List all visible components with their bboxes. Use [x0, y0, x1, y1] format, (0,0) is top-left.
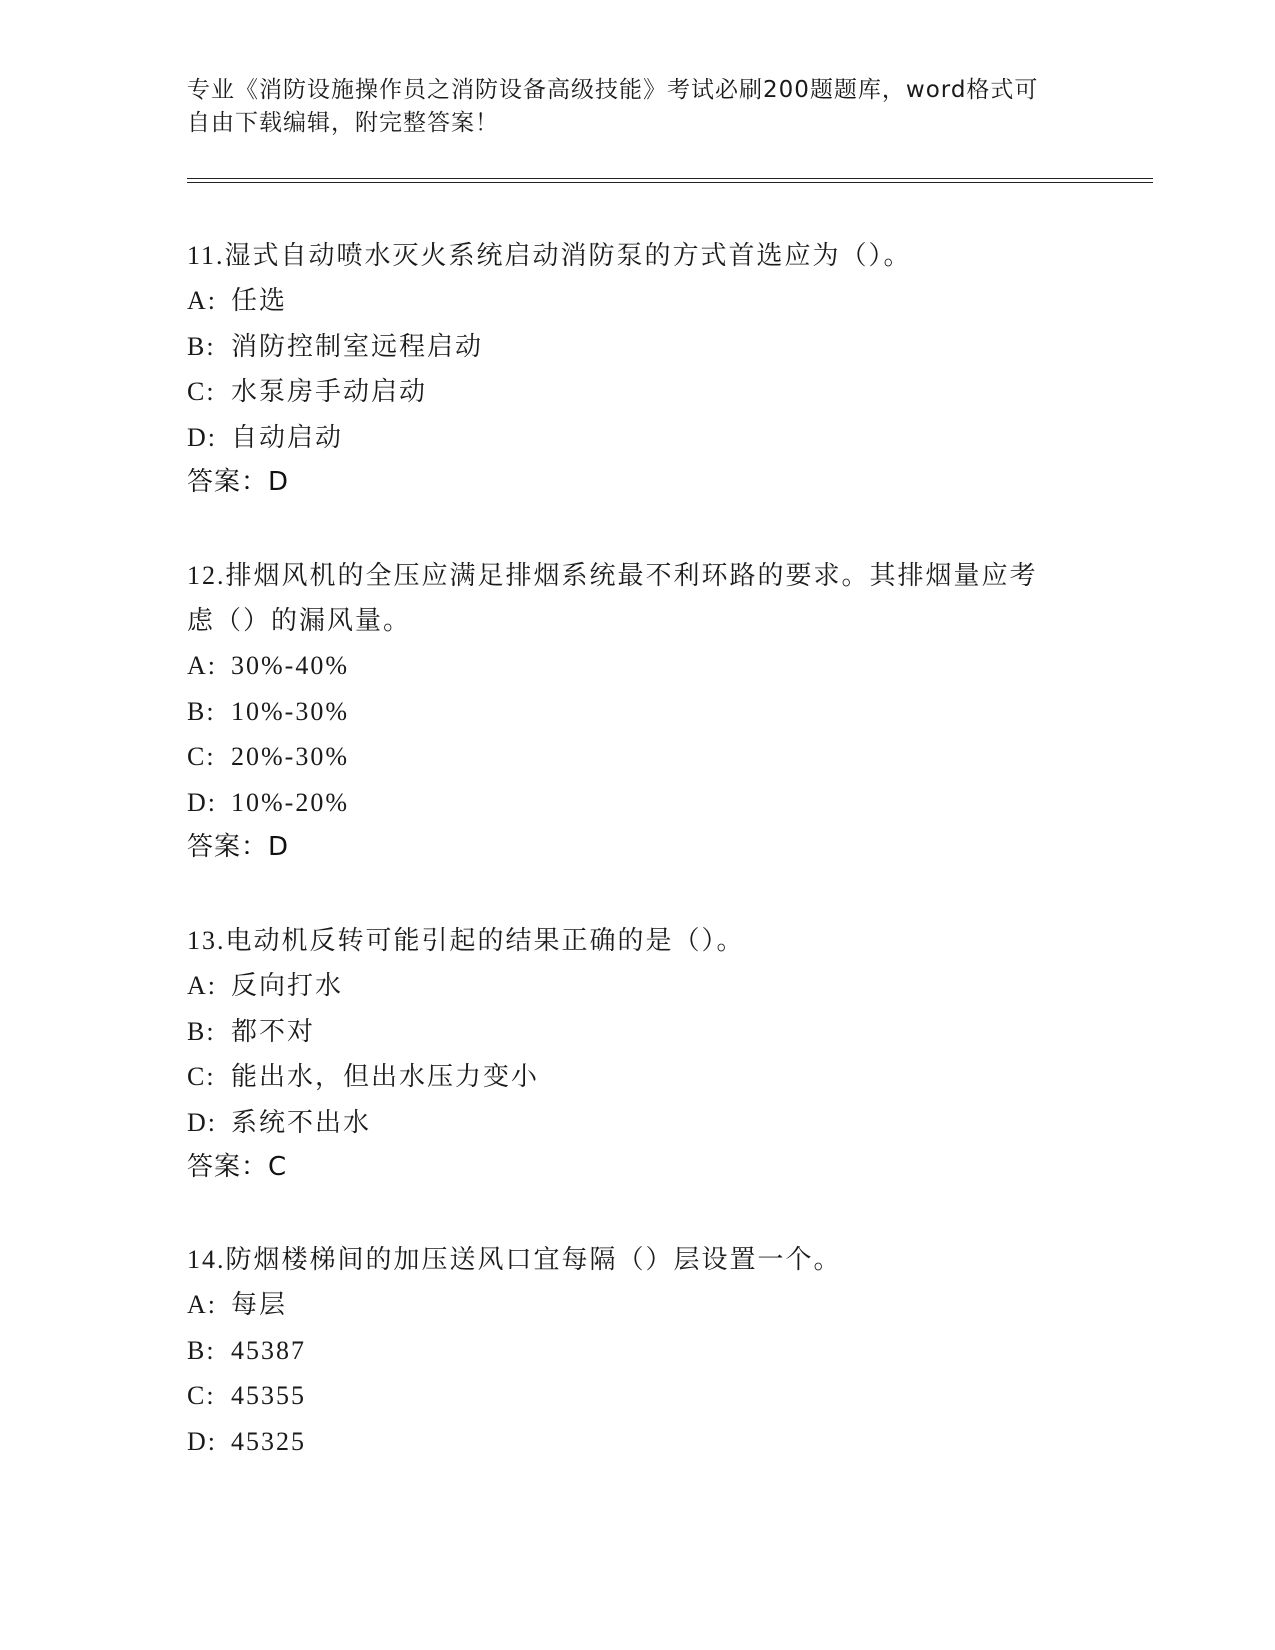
option-d: [187, 415, 1087, 461]
option-a: [187, 278, 1087, 324]
answer-line: 答案：C: [187, 1152, 288, 1182]
option-text: 反向打水: [231, 971, 344, 1000]
option-letter: B:: [187, 1016, 216, 1046]
option-text: 任选: [231, 286, 288, 315]
option-text: 45325: [231, 1426, 306, 1456]
option-letter: B:: [187, 696, 216, 726]
option-text: 能出水，但出水压力变小: [231, 1062, 540, 1091]
option-a: [187, 963, 1087, 1009]
header-line-1: 专业《消防设施操作员之消防设备高级技能》考试必刷200题题库，word格式可: [187, 77, 1039, 103]
option-letter: D:: [187, 787, 217, 817]
question-text: 12.排烟风机的全压应满足排烟系统最不利环路的要求。其排烟量应考虑（）的漏风量。: [187, 561, 1038, 635]
option-b: [187, 1328, 1087, 1374]
option-b: [187, 689, 1087, 735]
option-text: 都不对: [231, 1016, 316, 1046]
option-d: [187, 1100, 1087, 1146]
option-text: 消防控制室远程启动: [231, 331, 484, 361]
question-14: [187, 1237, 1087, 1464]
option-letter: A:: [187, 651, 217, 680]
question-13: [187, 918, 1087, 1190]
option-letter: C:: [187, 377, 216, 406]
option-text: 每层: [231, 1290, 288, 1319]
header-line-2: 自由下载编辑，附完整答案！: [187, 110, 499, 136]
question-11: [187, 233, 1087, 505]
question-text: 13.电动机反转可能引起的结果正确的是（）。: [187, 926, 745, 955]
option-letter: C:: [187, 1062, 216, 1091]
option-letter: A:: [187, 971, 217, 1000]
option-d: [187, 1419, 1087, 1465]
option-text: 20%-30%: [231, 742, 349, 771]
option-letter: A:: [187, 286, 217, 315]
question-text: 11.湿式自动喷水灭火系统启动消防泵的方式首选应为（）。: [187, 241, 912, 270]
option-letter: C:: [187, 742, 216, 771]
option-letter: D:: [187, 1107, 217, 1137]
option-c: [187, 1054, 1087, 1100]
option-letter: C:: [187, 1381, 216, 1410]
question-text: 14.防烟楼梯间的加压送风口宜每隔（）层设置一个。: [187, 1245, 842, 1274]
question-12: [187, 553, 1087, 870]
option-letter: D:: [187, 1426, 217, 1456]
option-c: [187, 734, 1087, 780]
option-text: 30%-40%: [231, 651, 349, 680]
option-text: 45355: [231, 1381, 306, 1410]
option-text: 水泵房手动启动: [231, 377, 428, 406]
option-text: 45387: [231, 1335, 306, 1365]
option-b: [187, 1009, 1087, 1055]
option-letter: B:: [187, 1335, 216, 1365]
option-letter: D:: [187, 422, 217, 452]
header-divider-top: [187, 178, 1153, 179]
option-a: [187, 643, 1087, 689]
option-letter: A:: [187, 1290, 217, 1319]
option-d: [187, 780, 1087, 826]
header-divider-bottom: [187, 182, 1153, 183]
option-letter: B:: [187, 331, 216, 361]
option-text: 自动启动: [231, 422, 344, 452]
option-c: [187, 1373, 1087, 1419]
option-text: 系统不出水: [231, 1107, 372, 1137]
document-header: [187, 74, 1087, 140]
answer-line: 答案：D: [187, 832, 290, 862]
option-a: [187, 1282, 1087, 1328]
answer-line: 答案：D: [187, 467, 290, 497]
option-text: 10%-20%: [231, 787, 349, 817]
option-text: 10%-30%: [231, 696, 349, 726]
option-b: [187, 324, 1087, 370]
option-c: [187, 369, 1087, 415]
